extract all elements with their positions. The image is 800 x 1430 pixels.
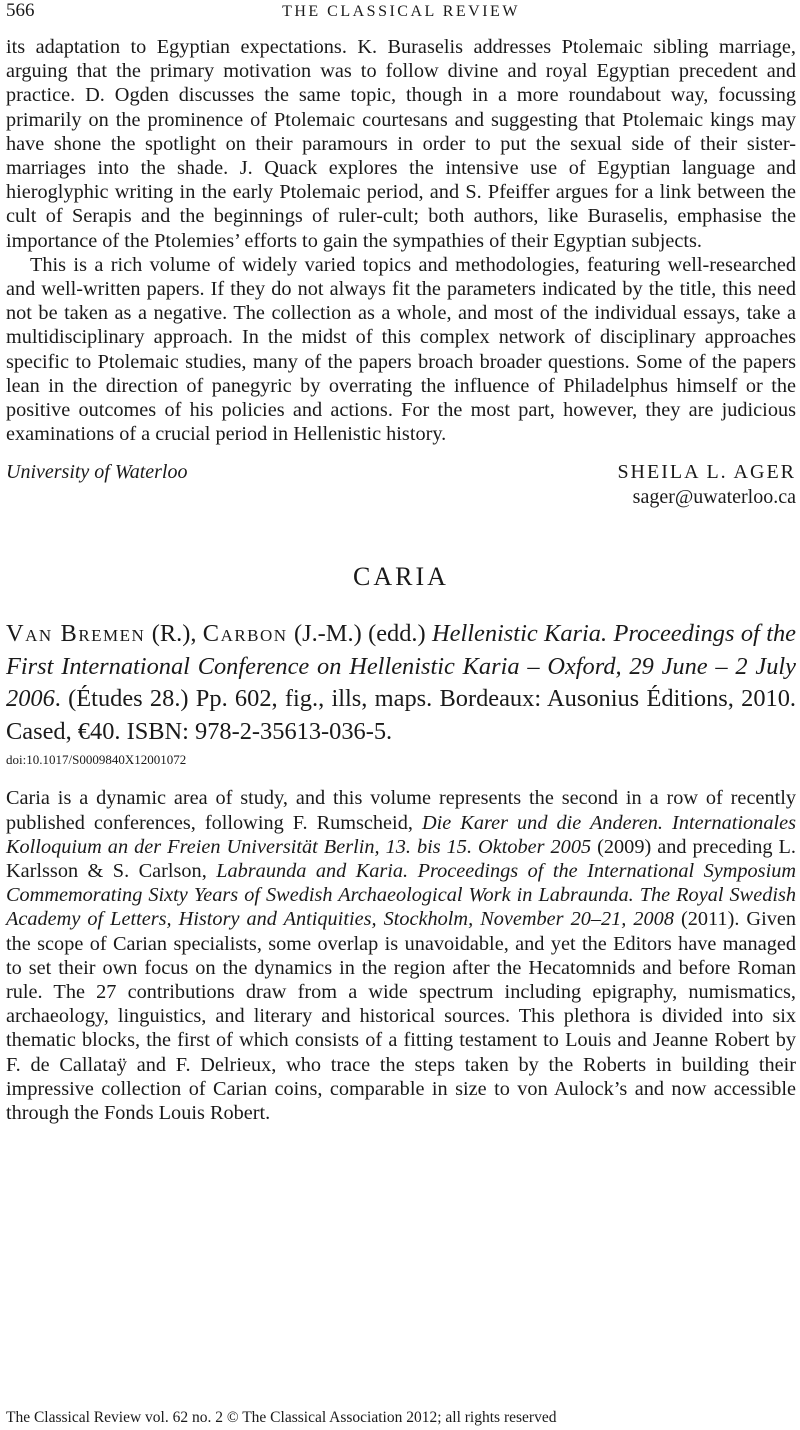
citation-details: . (Études 28.) Pp. 602, fig., ills, maps. Bordeaux: Ausonius Éditions, 2010. Cased, €40. ISBN: 978-2-35613-036-5. — [6, 685, 796, 745]
reviewer-name: SHEILA L. AGER — [617, 461, 796, 484]
review1-paragraph-2: This is a rich volume of widely varied topics and methodologies, featuring well-researched and well-written papers. If they do not always fit the parameters indicated by the title, this need not be taken as a negative. The collection as a whole, and most of the individual essays, take a multidisciplinary approach. In the midst of this complex network of disciplinary approaches specific to Ptolemaic studies, many of the papers broach broader questions. Some of the papers lean in the direction of panegyric by overrating the influence of Philadelphus himself or the positive outcomes of his policies and actions. For the most part, however, they are judicious examinations of a crucial period in Hellenistic history. — [6, 253, 796, 446]
page-footer: The Classical Review vol. 62 no. 2 © The Classical Association 2012; all rights reserved — [6, 1409, 557, 1426]
journal-page — [6, 0, 796, 1125]
review2-text-1: Caria is a dynamic area of study, and this volume represents the second in a row of recently published conferences, following F. Rumscheid, — [6, 787, 796, 834]
page-header — [6, 0, 796, 24]
review2-text-3: (2011). Given the scope of Carian specialists, some overlap is unavoidable, and yet the Editors have managed to set their own focus on the dynamics in the region after the Hecatomnids and before Roman rule. The 27 contributions draw from a wide spectrum including epigraphy, numismatics, archaeology, linguistics, and literary and historical sources. This plethora is divided into six thematic blocks, the first of which consists of a fitting testament to Louis and Jeanne Robert by F. de Callataÿ and F. Delrieux, who trace the steps taken by the Roberts in building their impressive collection of Carian coins, comparable in size to von Aulock’s and now accessible through the Fonds Louis Robert. — [6, 908, 797, 1125]
book-citation — [6, 618, 796, 748]
review2-paragraph-1 — [6, 786, 796, 1125]
citation-author-2-initials: (J.-M.) (edd.) — [287, 620, 433, 648]
page-number: 566 — [6, 0, 35, 21]
citation-author-1-initials: (R.), — [145, 620, 203, 648]
reviewer-email: sager@uwaterloo.ca — [632, 486, 796, 509]
citation-author-2: Carbon — [202, 620, 288, 648]
citation-book-title: Hellenistic Karia. Proceedings of the First International Conference on Hellenistic Karia – Oxford, 29 June – 2 July 2006 — [6, 620, 796, 713]
review2-work-title-2: Labraunda and Karia. Proceedings of the International Symposium Commemorating Sixty Years of Swedish Archaeological Work in Labraunda. The Royal Swedish Academy of Letters, History and Antiquities, Stockholm, November 20–21, 2008 — [6, 860, 796, 931]
running-title: THE CLASSICAL REVIEW — [282, 3, 520, 20]
reviewer-affiliation: University of Waterloo — [6, 461, 188, 484]
citation-doi: doi:10.1017/S0009840X12001072 — [6, 752, 187, 768]
citation-author-1: Van Bremen — [6, 620, 146, 648]
section-title: CARIA — [353, 562, 449, 592]
review1-paragraph-1: its adaptation to Egyptian expectations. K. Buraselis addresses Ptolemaic sibling marriage, arguing that the primary motivation was to follow divine and royal Egyptian precedent and practice. D. Ogden discusses the same topic, though in a more roundabout way, focussing primarily on the prominence of Ptolemaic courtesans and suggesting that Ptolemaic kings may have shone the spotlight on their paramours in order to put the sexual side of their sister-marriages into the shade. J. Quack explores the intensive use of Egyptian language and hieroglyphic writing in the early Ptolemaic period, and S. Pfeiffer argues for a link between the cult of Serapis and the beginnings of ruler-cult; both authors, like Buraselis, emphasise the importance of the Ptolemies’ efforts to gain the sympathies of their Egyptian subjects. — [6, 36, 796, 252]
review2-text-2: (2009) and preceding L. Karlsson & S. Carlson, — [6, 835, 796, 883]
review2-work-title-1: Die Karer und die Anderen. Internationales Kolloquium an der Freien Universität Berlin, 13. bis 15. Oktober 2005 — [6, 811, 796, 858]
review-signature — [6, 460, 796, 510]
